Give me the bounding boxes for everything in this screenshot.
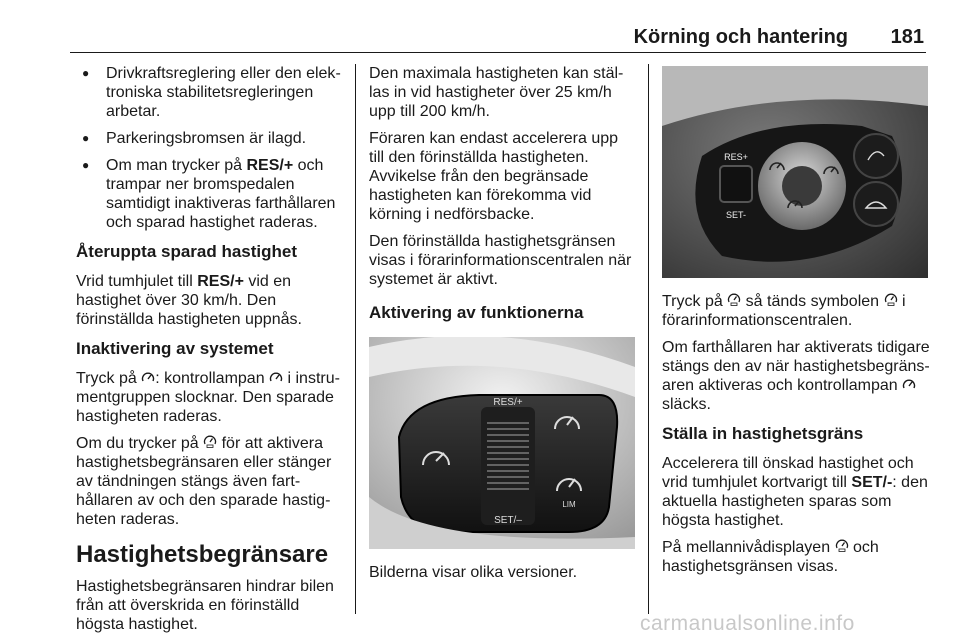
lim-label: LIM xyxy=(562,500,576,509)
column-3 xyxy=(662,64,930,584)
heading-speed-limiter: Hastighetsbegränsare xyxy=(76,541,329,568)
chapter-title: Körning och hantering xyxy=(633,26,848,48)
list-item: ● Drivkraftsreglering eller den elektroniska stabilitetsregleringen arbetar. xyxy=(76,64,342,121)
paragraph-display: Den förinställda hastighetsgränsen visas i förarinformationscentralen när systemet är aktivt. xyxy=(369,233,632,288)
res-label: RES/+ xyxy=(493,397,523,408)
column-divider xyxy=(648,64,649,614)
header-rule xyxy=(70,52,926,53)
paragraph-activate: Tryck på så tänds symbolen i förarinformationscentralen. xyxy=(662,293,906,329)
steering-switch-photo-2 xyxy=(662,66,928,278)
watermark: carmanualsonline.info xyxy=(640,612,855,635)
set-label: SET/– xyxy=(494,515,522,526)
speed-limiter-icon xyxy=(835,538,849,557)
list-item: ● Om man trycker på RES/+ och trampar ner bromspedalen samtidigt inaktiveras farthållaren och sparad hastighet raderas. xyxy=(76,156,342,232)
cruise-control-icon xyxy=(269,369,283,388)
res-label: RES+ xyxy=(724,152,748,162)
paragraph-cruise-off: Om farthållaren har aktiverats tidigare stängs den av när hastighetsbegränsaren aktiveras och kontrollampan släcks. xyxy=(662,339,930,413)
heading-activation: Aktivering av funktionerna xyxy=(369,303,584,322)
list-item: ● Parkeringsbromsen är ilagd. xyxy=(76,129,342,148)
column-divider xyxy=(355,64,356,614)
heading-set-limit: Ställa in hastighetsgräns xyxy=(662,424,864,443)
steering-controls-illustration xyxy=(369,337,635,549)
speed-limiter-icon xyxy=(203,434,217,453)
set-label: SET- xyxy=(725,210,747,220)
paragraph-resume: Vrid tumhjulet till RES/+ vid en hastighet över 30 km/h. Den förinställda hastigheten uppnås. xyxy=(76,273,302,328)
heading-deactivation: Inaktivering av systemet xyxy=(76,339,274,358)
cruise-control-icon xyxy=(902,376,916,395)
steering-switch-photo-1 xyxy=(369,337,635,549)
bullet-list xyxy=(76,64,342,232)
paragraph-set-limit: Accelerera till önskad hastighet och vrid tumhjulet kortvarigt till SET/-: den aktuella hastigheten sparas som högsta hastighet. xyxy=(662,455,928,529)
paragraph-limiter: Hastighetsbegränsaren hindrar bilen från att överskrida en förinställd högsta hastighet. xyxy=(76,578,334,633)
cruise-control-icon xyxy=(141,369,155,388)
paragraph-acceleration: Föraren kan endast accelerera upp till den förinställda hastigheten. Avvikelse från den begränsade hastigheten kan förekomma vid körning i nedförsbacke. xyxy=(369,130,619,223)
column-1 xyxy=(76,64,342,642)
page-number: 181 xyxy=(890,26,924,48)
paragraph-midlevel-display: På mellannivådisplayen och hastighetsgränsen visas. xyxy=(662,539,879,575)
speed-limiter-icon xyxy=(727,292,741,311)
speed-limiter-icon xyxy=(884,292,898,311)
paragraph-limiter-off: Om du trycker på för att aktivera hastighetsbegränsaren eller stänger av tändningen stängs även farthållaren av och den sparade hastigheten raderas. xyxy=(76,435,332,528)
heading-resume: Återuppta sparad hastighet xyxy=(76,242,298,261)
page-header xyxy=(70,0,926,50)
column-2 xyxy=(369,64,635,590)
paragraph-deactivation: Tryck på : kontrollampan i instrumentgruppen slocknar. Den sparade hastigheten raderas. xyxy=(76,370,340,425)
paragraph-max-speed: Den maximala hastigheten kan ställas in vid hastigheter över 25 km/h upp till 200 km/h. xyxy=(369,65,624,120)
steering-controls-illustration xyxy=(662,66,928,278)
photo-caption: Bilderna visar olika versioner. xyxy=(369,564,578,581)
